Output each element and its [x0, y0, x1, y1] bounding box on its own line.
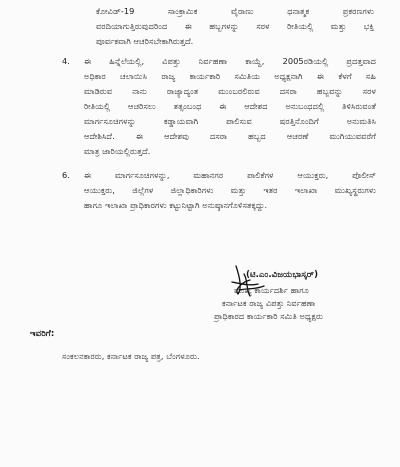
point4-line-4: ರೀತಿಯಲ್ಲಿ ಆಚರಿಸಲು ತತ್ಸಂಬಂಧ ಈ ಆದೇಶದ ಅನುಬಂಧದಲ್ಲಿ ತಿಳಿಸಿರುವಂತೆ: [84, 101, 376, 111]
point4-line-7: ಮಾತ್ರ ಜಾರಿಯಲ್ಲಿರುತ್ತದೆ.: [84, 146, 151, 156]
signatory-name: (ಟಿ.ಎಂ.ವಿಜಯಭಾಸ್ಕರ್): [246, 270, 319, 280]
recipients-label: ಇವರಿಗೆ:: [30, 329, 55, 339]
point4-line-6: ಆದೇಶಿಸಿದೆ. ಈ ಆದೇಶವು ದಸರಾ ಹಬ್ಬದ ಆಚರಣೆ ಮುಗಿಯುವವರೆಗೆ: [84, 131, 376, 141]
signatory-designation-2: ಕರ್ನಾಟಕ ರಾಜ್ಯ ವಿಪತ್ತು ನಿರ್ವಹಣಾ: [222, 298, 316, 308]
point3-line-1: ಕೋವಿಡ್-19 ಸಾಂಕ್ರಾಮಿಕ ವೈರಾಣು ಧನಾತ್ಮಕ ಪ್ರಕರಣಗಳು: [96, 6, 374, 16]
signatory-designation-1: ಮುಖ್ಯ ಕಾರ್ಯದರ್ಶಿ ಹಾಗೂ: [234, 285, 310, 295]
point4-line-5: ಮಾರ್ಗಸೂಚಿಗಳನ್ನು ಕಡ್ಡಾಯವಾಗಿ ಪಾಲಿಸುವ ಷರತ್ತಿನೊಂದಿಗೆ ಅನುಮತಿಸಿ: [84, 116, 376, 126]
recipients-line: ಸಂಕಲನಕಾರರು, ಕರ್ನಾಟಕ ರಾಜ್ಯ ಪತ್ರ, ಬೆಂಗಳೂರು.: [62, 351, 200, 361]
point4-line-2: ಅಧಿಕಾರ ಚಲಾಯಿಸಿ ರಾಜ್ಯ ಕಾರ್ಯಕಾರಿ ಸಮಿತಿಯ ಅಧ್ಯಕ್ಷನಾಗಿ ಈ ಕೆಳಗೆ ಸಹಿ: [84, 71, 376, 81]
point6-line-2: ಆಯುಕ್ತರು, ಜಿಲ್ಲೆಗಳ ಜಿಲ್ಲಾಧಿಕಾರಿಗಳು ಮತ್ತು ಇತರ ಇಲಾಖಾ ಮುಖ್ಯಸ್ಥರುಗಳು: [84, 185, 376, 195]
point4-number: 4.: [62, 56, 70, 66]
point3-line-2: ವರದಿಯಾಗುತ್ತಿರುವುದರಿಂದ ಈ ಹಬ್ಬಗಳನ್ನು ಸರಳ ರೀತಿಯಲ್ಲಿ ಮತ್ತು ಭಕ್ತಿ: [96, 21, 374, 31]
point6-line-3: ಹಾಗೂ ಇಲಾಖಾ ಪ್ರಾಧಿಕಾರಗಳು ಕಟ್ಟುನಿಟ್ಟಾಗಿ ಅನುಷ್ಠಾನಗೊಳಿಸತಕ್ಕದ್ದು.: [84, 200, 268, 210]
point6-line-1: ಈ ಮಾರ್ಗಸೂಚಿಗಳನ್ನು, ಮಹಾನಗರ ಪಾಲಿಕೆಗಳ ಆಯುಕ್ತರು, ಪೊಲೀಸ್: [84, 170, 376, 180]
point4-line-1: ಈ ಹಿನ್ನೆಲೆಯಲ್ಲಿ, ವಿಪತ್ತು ನಿರ್ವಹಣಾ ಕಾಯ್ದೆ, 2005ರಡಿಯಲ್ಲಿ ಪ್ರದತ್ತವಾದ: [84, 56, 376, 66]
point3-line-3: ಪೂರ್ವಕವಾಗಿ ಆಚರಿಸಬೇಕಾಗಿರುತ್ತದೆ.: [96, 36, 194, 46]
point6-number: 6.: [62, 170, 70, 180]
point4-line-3: ಮಾಡಿರುವ ನಾನು ರಾಜ್ಯಾದ್ಯಂತ ಮುಂಬರಲಿರುವ ದಸರಾ ಹಬ್ಬವನ್ನು ಸರಳ: [84, 86, 376, 96]
signatory-designation-3: ಪ್ರಾಧಿಕಾರದ ಕಾರ್ಯಕಾರಿ ಸಮಿತಿ ಅಧ್ಯಕ್ಷರು: [214, 311, 323, 321]
